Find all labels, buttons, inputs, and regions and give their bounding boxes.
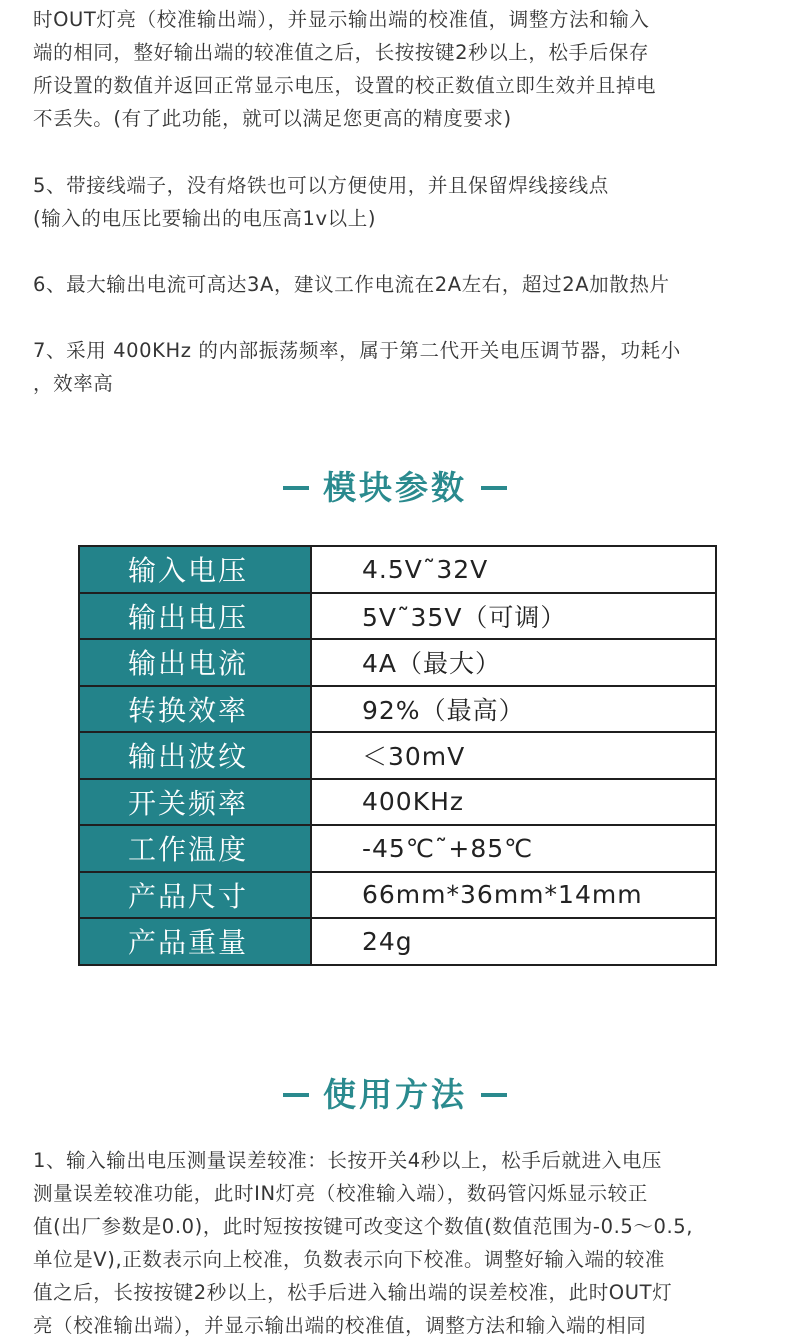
param-value: -45℃˜+85℃	[311, 825, 716, 872]
feature-5-line: (输入的电压比要输出的电压高1v以上)	[33, 207, 377, 230]
table-row	[79, 825, 716, 872]
table-row	[79, 546, 716, 593]
feature-7-line: ，效率高	[33, 372, 114, 395]
feature-7-line: 7、采用 400KHz 的内部振荡频率，属于第二代开关电压调节器，功耗小	[33, 339, 681, 362]
usage-line: 单位是V),正数表示向上校准，负数表示向下校准。调整好输入端的较准	[33, 1248, 665, 1271]
intro-line: 端的相同，整好输出端的较准值之后，长按按键2秒以上，松手后保存	[33, 41, 650, 64]
usage-line: 测量误差较准功能，此时IN灯亮（校准输入端），数码管闪烁显示较正	[33, 1182, 648, 1205]
param-key: 输出电压	[79, 593, 311, 640]
intro-line: 所设置的数值并返回正常显示电压，设置的校正数值立即生效并且掉电	[33, 74, 657, 97]
title-dash-right	[481, 486, 507, 490]
title-dash-left	[283, 1093, 309, 1097]
param-key: 输出电流	[79, 639, 311, 686]
intro-paragraph	[33, 3, 773, 135]
usage-line: 值之后，长按按键2秒以上，松手后进入输出端的误差校准，此时OUT灯	[33, 1281, 673, 1304]
param-value: 66mm*36mm*14mm	[311, 872, 716, 919]
feature-5	[33, 169, 773, 235]
usage-paragraph	[33, 1144, 773, 1342]
intro-line: 不丢失。(有了此功能，就可以满足您更高的精度要求)	[33, 107, 512, 130]
title-dash-right	[481, 1093, 507, 1097]
usage-section-title	[0, 1069, 790, 1116]
usage-title-text: 使用方法	[323, 1075, 467, 1114]
param-key: 开关频率	[79, 779, 311, 826]
table-row	[79, 593, 716, 640]
feature-6-line: 6、最大输出电流可高达3A，建议工作电流在2A左右，超过2A加散热片	[33, 273, 670, 296]
param-value: ＜30mV	[311, 732, 716, 779]
table-row	[79, 918, 716, 965]
table-row	[79, 779, 716, 826]
param-key: 工作温度	[79, 825, 311, 872]
table-row	[79, 686, 716, 733]
param-key: 转换效率	[79, 686, 311, 733]
param-value: 5V˜35V（可调）	[311, 593, 716, 640]
param-value: 400KHz	[311, 779, 716, 826]
param-value: 92%（最高）	[311, 686, 716, 733]
table-row	[79, 872, 716, 919]
param-key: 输出波纹	[79, 732, 311, 779]
feature-7	[33, 334, 773, 400]
intro-line: 时OUT灯亮（校准输出端），并显示输出端的校准值，调整方法和输入	[33, 8, 650, 31]
feature-6	[33, 268, 773, 301]
table-row	[79, 732, 716, 779]
param-value: 4.5V˜32V	[311, 546, 716, 593]
usage-line: 亮（校准输出端），并显示输出端的校准值，调整方法和输入端的相同	[33, 1314, 647, 1337]
param-key: 产品尺寸	[79, 872, 311, 919]
param-key: 输入电压	[79, 546, 311, 593]
table-row	[79, 639, 716, 686]
param-key: 产品重量	[79, 918, 311, 965]
param-value: 24g	[311, 918, 716, 965]
param-value: 4A（最大）	[311, 639, 716, 686]
title-dash-left	[283, 486, 309, 490]
params-table	[78, 545, 717, 966]
usage-line: 1、输入输出电压测量误差较准：长按开关4秒以上，松手后就进入电压	[33, 1149, 663, 1172]
usage-line: 值(出厂参数是0.0)，此时短按按键可改变这个数值(数值范围为-0.5～0.5,	[33, 1215, 694, 1238]
params-section-title	[0, 462, 790, 509]
params-title-text: 模块参数	[323, 468, 467, 507]
feature-5-line: 5、带接线端子，没有烙铁也可以方便使用，并且保留焊线接线点	[33, 174, 609, 197]
